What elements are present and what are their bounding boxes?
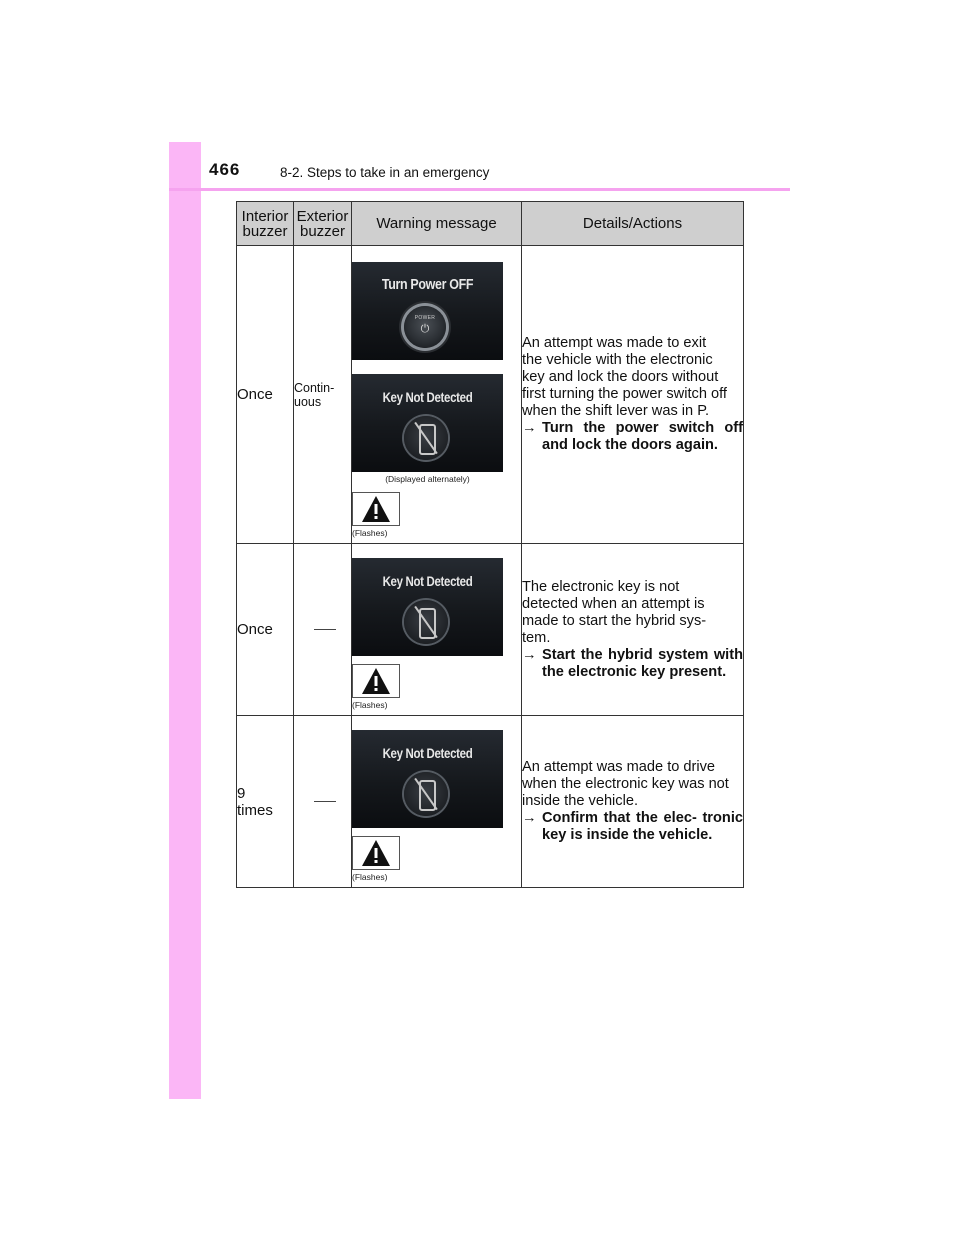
warning-message-cell	[352, 716, 522, 888]
display-key-not-detected	[352, 374, 503, 472]
warning-triangle-icon	[361, 839, 391, 867]
exterior-buzzer-cell	[294, 544, 352, 716]
exterior-buzzer-cell	[294, 716, 352, 888]
key-not-detected-icon	[404, 772, 448, 816]
page-number: 466	[209, 160, 241, 179]
header-rule	[169, 188, 790, 191]
details-cell: The electronic key is not detected when an attempt is made to start the hybrid sys- tem. → Start the hybrid system with the electronic key present.	[522, 544, 744, 716]
table-row	[237, 716, 744, 888]
exterior-buzzer-cell: Contin- uous	[294, 246, 352, 544]
header-exterior-buzzer: Exterior buzzer	[294, 202, 352, 246]
side-tab-band	[169, 142, 201, 1099]
flash-note: (Flashes)	[352, 700, 388, 710]
warning-message-cell	[352, 544, 522, 716]
header-details-actions: Details/Actions	[522, 202, 744, 246]
header-interior-buzzer: Interior buzzer	[237, 202, 294, 246]
page-header	[169, 142, 790, 190]
display-title: Turn Power OFF	[381, 277, 474, 293]
key-not-detected-icon	[404, 600, 448, 644]
header-warning-message: Warning message	[352, 202, 522, 246]
interior-buzzer-cell: Once	[237, 544, 294, 716]
warning-triangle-icon	[361, 495, 391, 523]
display-key-not-detected	[352, 730, 503, 828]
interior-buzzer-cell: Once	[237, 246, 294, 544]
display-title: Key Not Detected	[382, 389, 473, 405]
power-button-icon: POWER ⏻	[404, 306, 446, 348]
table-row	[237, 246, 744, 544]
dash	[314, 801, 336, 802]
arrow-icon: →	[522, 810, 537, 826]
display-title: Key Not Detected	[382, 573, 473, 589]
key-not-detected-icon	[404, 416, 448, 460]
display-key-not-detected	[352, 558, 503, 656]
table-row	[237, 544, 744, 716]
display-note: (Displayed alternately)	[385, 474, 470, 484]
action-text: → Confirm that the elec- tronic key is inside the vehicle.	[522, 810, 743, 843]
section-title: 8-2. Steps to take in an emergency	[280, 165, 490, 180]
warning-message-cell	[352, 246, 522, 544]
display-turn-power-off	[352, 262, 503, 360]
table-header-row	[237, 202, 744, 246]
details-cell: An attempt was made to exit the vehicle with the electronic key and lock the doors without first turning the power switch off when the shift lever was in P. → Turn the power switch off and lock the doors again.	[522, 246, 744, 544]
flash-note: (Flashes)	[352, 528, 388, 538]
flash-note: (Flashes)	[352, 872, 388, 882]
action-text: → Start the hybrid system with the electronic key present.	[522, 646, 743, 680]
warning-table	[236, 201, 744, 888]
dash	[314, 629, 336, 630]
interior-buzzer-cell: 9 times	[237, 716, 294, 888]
warning-light-box	[352, 492, 400, 526]
details-cell: An attempt was made to drive when the electronic key was not inside the vehicle. → Confirm that the elec- tronic key is inside the vehicle.	[522, 716, 744, 888]
display-title: Key Not Detected	[382, 745, 473, 761]
warning-triangle-icon	[361, 667, 391, 695]
arrow-icon: →	[522, 420, 537, 436]
warning-light-box	[352, 836, 400, 870]
action-text: → Turn the power switch off and lock the doors again.	[522, 420, 743, 453]
warning-light-box	[352, 664, 400, 698]
arrow-icon: →	[522, 646, 537, 663]
